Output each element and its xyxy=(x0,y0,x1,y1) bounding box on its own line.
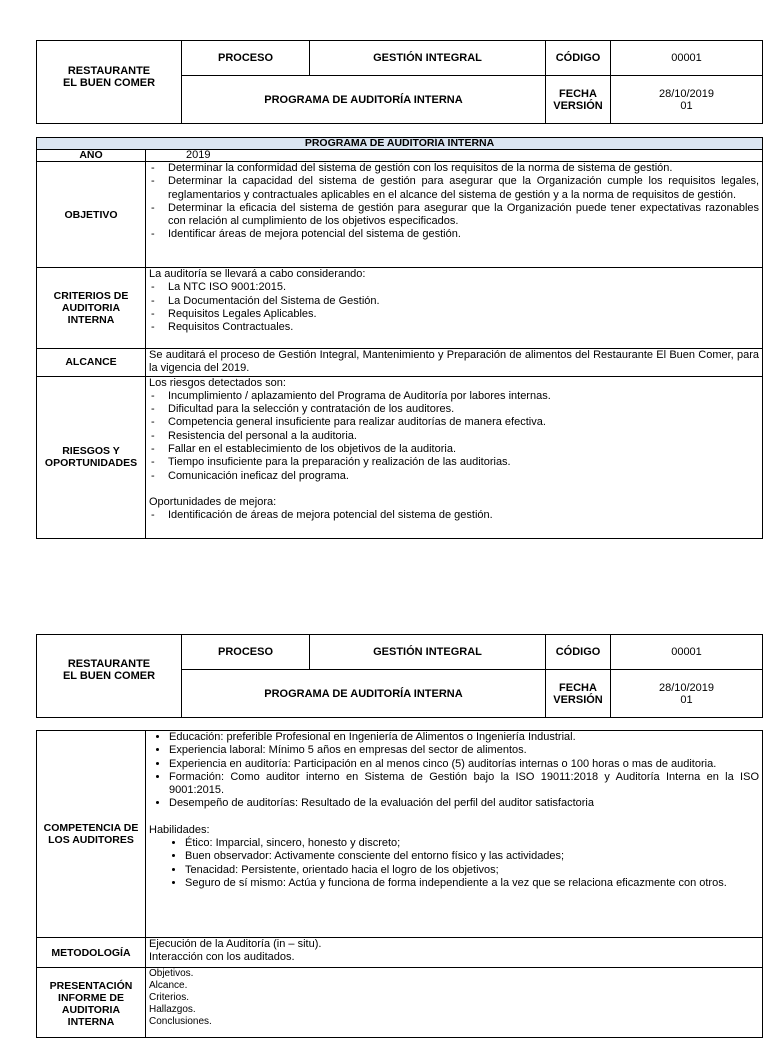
competencia-content xyxy=(146,731,763,938)
codigo-value: 00001 xyxy=(611,41,763,76)
alcance-content: Se auditará el proceso de Gestión Integral, Mantenimiento y Preparación de alimentos del Restaurante El Buen Comer, para la vigencia del 2019. xyxy=(146,349,763,377)
list-item: - Determinar la eficacia del sistema de gestión para asegurar que la Organización puede tener expectativas razonables con relación al cumplimiento de los objetivos especificados. xyxy=(149,202,759,229)
list-item: - Requisitos Legales Aplicables. xyxy=(149,308,759,321)
list-item: - Tiempo insuficiente para la preparación y realización de las auditorias. xyxy=(149,456,759,469)
list-item: - Fallar en el establecimiento de los objetivos de la auditoria. xyxy=(149,443,759,456)
document-header-2 xyxy=(36,634,763,718)
metodologia-content: Ejecución de la Auditoría (in – situ). Interacción con los auditados. xyxy=(146,938,763,968)
proceso-value: GESTIÓN INTEGRAL xyxy=(310,635,546,670)
fecha-version-value: 28/10/2019 01 xyxy=(611,76,763,124)
list-item: • Ético: Imparcial, sincero, honesto y discreto; xyxy=(185,837,759,850)
list-item: • Experiencia en auditoría: Participación en al menos cinco (5) auditorías internas o 100 horas o mas de auditoria. xyxy=(169,758,759,771)
list-item: - La Documentación del Sistema de Gestión. xyxy=(149,295,759,308)
list-item: • Buen observador: Activamente consciente del entorno físico y las actividades; xyxy=(185,850,759,863)
fecha-version-label: FECHA VERSIÓN xyxy=(546,670,611,718)
presentacion-label: PRESENTACIÓN INFORME DE AUDITORIA INTERNA xyxy=(37,968,146,1038)
oportunidades-intro: Oportunidades de mejora: xyxy=(149,495,277,508)
riesgos-label: RIESGOS Y OPORTUNIDADES xyxy=(37,376,146,538)
list-item: Objetivos. xyxy=(149,968,194,979)
document-title: PROGRAMA DE AUDITORÍA INTERNA xyxy=(182,670,546,718)
document-title: PROGRAMA DE AUDITORÍA INTERNA xyxy=(182,76,546,124)
list-item: - Resistencia del personal a la auditoria. xyxy=(149,430,759,443)
audit-program-table xyxy=(36,137,763,539)
anio-value: 2019 xyxy=(146,150,763,162)
fecha-version-label: FECHA VERSIÓN xyxy=(546,76,611,124)
company-name: RESTAURANTE EL BUEN COMER xyxy=(37,41,182,124)
list-item: Hallazgos. xyxy=(149,1004,196,1015)
list-item: - Identificación de áreas de mejora potencial del sistema de gestión. xyxy=(149,509,759,522)
list-item: - La NTC ISO 9001:2015. xyxy=(149,281,759,294)
presentacion-content xyxy=(146,968,763,1038)
list-item: - Incumplimiento / aplazamiento del Programa de Auditoría por labores internas. xyxy=(149,390,759,403)
objetivo-label: OBJETIVO xyxy=(37,162,146,268)
competencia-label: COMPETENCIA DE LOS AUDITORES xyxy=(37,731,146,938)
list-item: • Tenacidad: Persistente, orientado hacia el logro de los objetivos; xyxy=(185,864,759,877)
list-item: • Educación: preferible Profesional en Ingeniería de Alimentos o Ingeniería Industrial. xyxy=(169,731,759,744)
list-item: - Competencia general insuficiente para realizar auditorías de manera efectiva. xyxy=(149,416,759,429)
document-header-1 xyxy=(36,40,763,124)
proceso-value: GESTIÓN INTEGRAL xyxy=(310,41,546,76)
proceso-label: PROCESO xyxy=(182,41,310,76)
list-item: - Requisitos Contractuales. xyxy=(149,321,759,334)
list-item: - Determinar la capacidad del sistema de gestión para asegurar que la Organización cumple los requisitos legales, reglamentarios y contractuales aplicables en el alcance del sistema de gestión y a la norma de requisitos de gestión. xyxy=(149,175,759,202)
riesgos-content xyxy=(146,376,763,538)
list-item: Conclusiones. xyxy=(149,1016,212,1027)
fecha-version-value: 28/10/2019 01 xyxy=(611,670,763,718)
list-item: • Desempeño de auditorías: Resultado de la evaluación del perfil del auditor satisfactoria xyxy=(169,797,759,810)
auditor-competence-table xyxy=(36,730,763,1038)
list-item: • Formación: Como auditor interno en Sistema de Gestión bajo la ISO 19011:2018 y Auditoría Interna en la ISO 9001:2015. xyxy=(169,771,759,798)
criterios-label: CRITERIOS DE AUDITORIA INTERNA xyxy=(37,268,146,349)
list-item: - Determinar la conformidad del sistema de gestión con los requisitos de la norma de sistema de gestión. xyxy=(149,162,759,175)
alcance-label: ALCANCE xyxy=(37,349,146,377)
riesgos-intro: Los riesgos detectados son: xyxy=(149,376,286,389)
proceso-label: PROCESO xyxy=(182,635,310,670)
criterios-intro: La auditoría se llevará a cabo considerando: xyxy=(149,268,366,280)
anio-label: AÑO xyxy=(37,150,146,162)
list-item: Criterios. xyxy=(149,992,190,1003)
objetivo-content xyxy=(146,162,763,268)
list-item: • Seguro de sí mismo: Actúa y funciona de forma independiente a la vez que se relaciona eficazmente con otros. xyxy=(185,877,759,890)
habilidades-intro: Habilidades: xyxy=(149,823,210,836)
criterios-content xyxy=(146,268,763,349)
codigo-label: CÓDIGO xyxy=(546,41,611,76)
list-item: - Identificar áreas de mejora potencial del sistema de gestión. xyxy=(149,228,759,241)
program-title: PROGRAMA DE AUDITORÍA INTERNA xyxy=(37,138,763,150)
list-item: • Experiencia laboral: Mínimo 5 años en empresas del sector de alimentos. xyxy=(169,744,759,757)
list-item: - Comunicación ineficaz del programa. xyxy=(149,470,759,483)
list-item: Alcance. xyxy=(149,980,188,991)
metodologia-label: METODOLOGÍA xyxy=(37,938,146,968)
codigo-label: CÓDIGO xyxy=(546,635,611,670)
company-name: RESTAURANTE EL BUEN COMER xyxy=(37,635,182,718)
list-item: - Dificultad para la selección y contratación de los auditores. xyxy=(149,403,759,416)
codigo-value: 00001 xyxy=(611,635,763,670)
